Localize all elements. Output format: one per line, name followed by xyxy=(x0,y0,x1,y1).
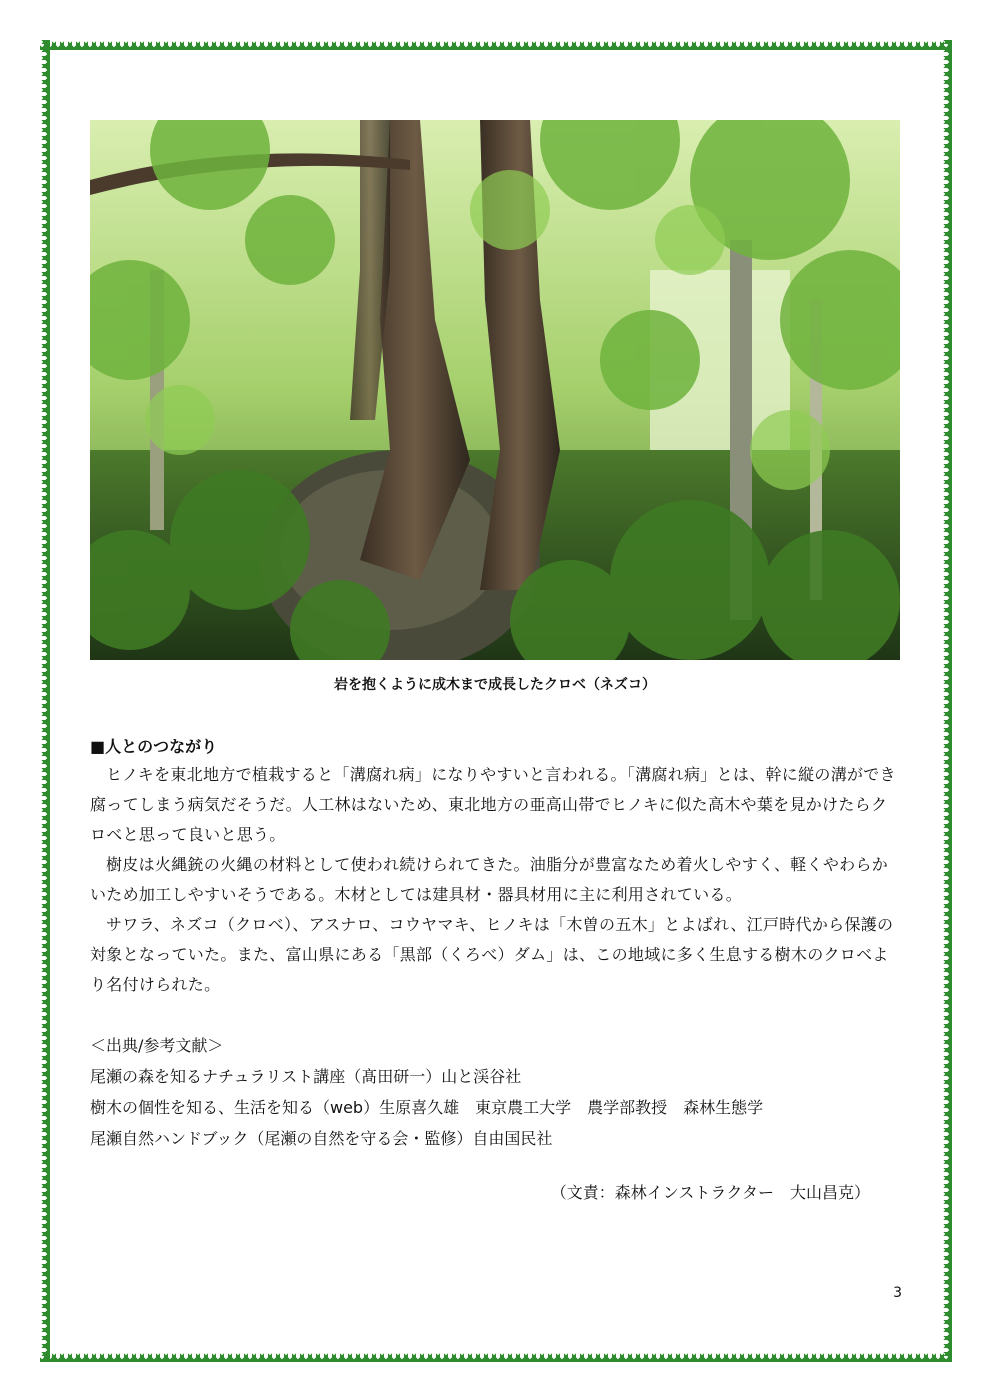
author-credit: （文責：森林インストラクター 大山昌克） xyxy=(550,1183,870,1202)
forest-tree-illustration xyxy=(90,120,900,660)
paragraph-3: サワラ、ネズコ（クロベ）、アスナロ、コウヤマキ、ヒノキは「木曽の五木」とよばれ、江戸時代から保護の対象となっていた。また、富山県にある「黒部（くろべ）ダム」は、この地域に多く生息する樹木のクロベより名付けられた。 xyxy=(90,915,894,994)
page-border-top xyxy=(40,40,952,50)
references-heading: ＜出典/参考文献＞ xyxy=(90,1036,224,1055)
page-border-right xyxy=(942,40,952,1362)
references xyxy=(90,1030,902,1154)
paragraph-2: 樹皮は火縄銃の火縄の材料として使われ続けられてきた。油脂分が豊富なため着火しやすく、軽くやわらかいため加工しやすいそうである。木材としては建具材・器具材用に主に利用されている。 xyxy=(90,855,889,904)
page-border-left xyxy=(40,40,50,1362)
photo-caption: 岩を抱くように成木まで成長したクロベ（ネズコ） xyxy=(334,677,656,693)
section-heading: ■人とのつながり xyxy=(90,737,218,756)
reference-item: 尾瀬の森を知るナチュラリスト講座（髙田研一）山と渓谷社 xyxy=(90,1067,522,1086)
reference-item: 尾瀬自然ハンドブック（尾瀬の自然を守る会・監修）自由国民社 xyxy=(90,1129,553,1148)
forest-tree-photo xyxy=(90,120,900,660)
paragraph-1: ヒノキを東北地方で植栽すると「溝腐れ病」になりやすいと言われる。「溝腐れ病」とは、幹に縦の溝ができ腐ってしまう病気だそうだ。人工林はないため、東北地方の亜高山帯でヒノキに似た高木や葉を見かけたらクロベと思って良いと思う。 xyxy=(90,765,896,844)
page-border-bottom xyxy=(40,1352,952,1362)
page-number: 3 xyxy=(893,1285,902,1301)
reference-item: 樹木の個性を知る、生活を知る（web）生原喜久雄 東京農工大学 農学部教授 森林生態学 xyxy=(90,1098,764,1117)
